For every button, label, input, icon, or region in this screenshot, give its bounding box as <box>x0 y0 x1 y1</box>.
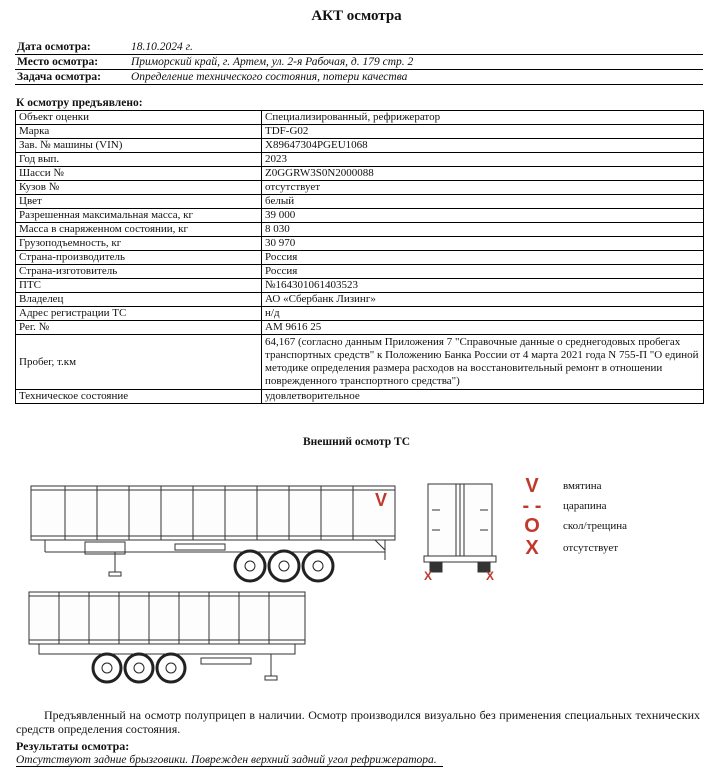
legend-item <box>520 476 710 496</box>
legend-item <box>520 496 710 516</box>
table-row <box>16 167 704 181</box>
spec-key: ПТС <box>16 279 262 293</box>
meta-value: Приморский край, г. Артем, ул. 2-я Рабочая, д. 179 стр. 2 <box>129 55 703 70</box>
spec-key: Объект оценки <box>16 111 262 125</box>
legend-symbol: X <box>525 537 539 559</box>
spec-key: Владелец <box>16 293 262 307</box>
vehicle-spec-table <box>15 110 704 404</box>
spec-key: Техническое состояние <box>16 390 262 404</box>
spec-key: Разрешенная максимальная масса, кг <box>16 209 262 223</box>
meta-row-date <box>15 40 703 55</box>
spec-key: Пробег, т.км <box>16 335 262 390</box>
spec-value: TDF-G02 <box>262 125 704 139</box>
meta-label: Дата осмотра: <box>15 40 129 55</box>
spec-key: Зав. № машины (VIN) <box>16 139 262 153</box>
spec-value: Россия <box>262 265 704 279</box>
table-row <box>16 307 704 321</box>
table-row <box>16 335 704 390</box>
spec-key: Грузоподъемность, кг <box>16 237 262 251</box>
table-row <box>16 321 704 335</box>
spec-key: Шасси № <box>16 167 262 181</box>
spec-value: 2023 <box>262 153 704 167</box>
table-row <box>16 237 704 251</box>
exterior-inspection-title: Внешний осмотр ТС <box>302 436 411 448</box>
damage-mark-missing-right: X <box>486 569 495 583</box>
spec-key: Цвет <box>16 195 262 209</box>
spec-value: белый <box>262 195 704 209</box>
trailer-side-view-upper <box>25 480 405 590</box>
legend-label: отсутствует <box>563 542 619 554</box>
meta-value: Определение технического состояния, потери качества <box>129 70 703 85</box>
page-title: АКТ осмотра <box>311 8 402 24</box>
damage-mark-dent: V <box>375 490 388 510</box>
spec-key: Масса в снаряженном состоянии, кг <box>16 223 262 237</box>
meta-label: Задача осмотра: <box>15 70 129 85</box>
inspection-meta <box>15 40 703 85</box>
presented-label: К осмотру предъявлено: <box>16 97 143 109</box>
spec-value: X89647304PGEU1068 <box>262 139 704 153</box>
meta-row-place <box>15 55 703 70</box>
spec-value: 30 970 <box>262 237 704 251</box>
table-row <box>16 111 704 125</box>
table-row <box>16 153 704 167</box>
spec-value: 64,167 (согласно данным Приложения 7 "Справочные данные о среднегодовых пробегах транспортных средств" к Положению Банка России от 4 марта 2021 года N 755-П "О единой методике определения размера расходов на восстановительный ремонт в отношении поврежденного транспортного средства") <box>262 335 704 390</box>
spec-key: Адрес регистрации ТС <box>16 307 262 321</box>
spec-key: Рег. № <box>16 321 262 335</box>
meta-label: Место осмотра: <box>15 55 129 70</box>
legend-symbol: O <box>524 515 540 537</box>
table-row <box>16 251 704 265</box>
table-row <box>16 139 704 153</box>
table-row <box>16 125 704 139</box>
table-row <box>16 181 704 195</box>
spec-value: АО «Сбербанк Лизинг» <box>262 293 704 307</box>
table-row <box>16 293 704 307</box>
trailer-side-view-lower <box>25 588 315 693</box>
legend-label: вмятина <box>563 480 602 492</box>
table-row <box>16 265 704 279</box>
wheel-group <box>93 654 185 682</box>
spec-key: Страна-производитель <box>16 251 262 265</box>
legend-symbol: V <box>525 475 539 497</box>
spec-value: удовлетворительное <box>262 390 704 404</box>
spec-value: Специализированный, рефрижератор <box>262 111 704 125</box>
spec-value: №164301061403523 <box>262 279 704 293</box>
results-text: Отсутствуют задние брызговики. Поврежден верхний задний угол рефрижератора. <box>16 754 443 767</box>
spec-key: Страна-изготовитель <box>16 265 262 279</box>
legend-label: царапина <box>563 500 607 512</box>
table-row <box>16 223 704 237</box>
spec-value: АМ 9616 25 <box>262 321 704 335</box>
table-row <box>16 279 704 293</box>
results-heading: Результаты осмотра: <box>16 739 130 753</box>
spec-key: Кузов № <box>16 181 262 195</box>
meta-row-task <box>15 70 703 85</box>
legend-item <box>520 538 710 558</box>
spec-value: 39 000 <box>262 209 704 223</box>
damage-mark-missing-left: X <box>424 569 433 583</box>
wheel-group <box>235 551 333 581</box>
legend-label: скол/трещина <box>563 520 628 532</box>
legend-item <box>520 516 710 536</box>
legend-symbol: - - <box>522 495 542 517</box>
inspection-paragraph: Предъявленный на осмотр полуприцеп в наличии. Осмотр производился визуально без применения специальных технических средств определения состояния. <box>16 708 700 736</box>
spec-key: Марка <box>16 125 262 139</box>
spec-value: н/д <box>262 307 704 321</box>
spec-value: Россия <box>262 251 704 265</box>
table-row <box>16 390 704 404</box>
spec-value: отсутствует <box>262 181 704 195</box>
spec-value: Z0GGRW3S0N2000088 <box>262 167 704 181</box>
meta-value: 18.10.2024 г. <box>129 40 703 55</box>
table-row <box>16 209 704 223</box>
spec-key: Год вып. <box>16 153 262 167</box>
spec-value: 8 030 <box>262 223 704 237</box>
table-row <box>16 195 704 209</box>
trailer-rear-view <box>420 480 500 585</box>
